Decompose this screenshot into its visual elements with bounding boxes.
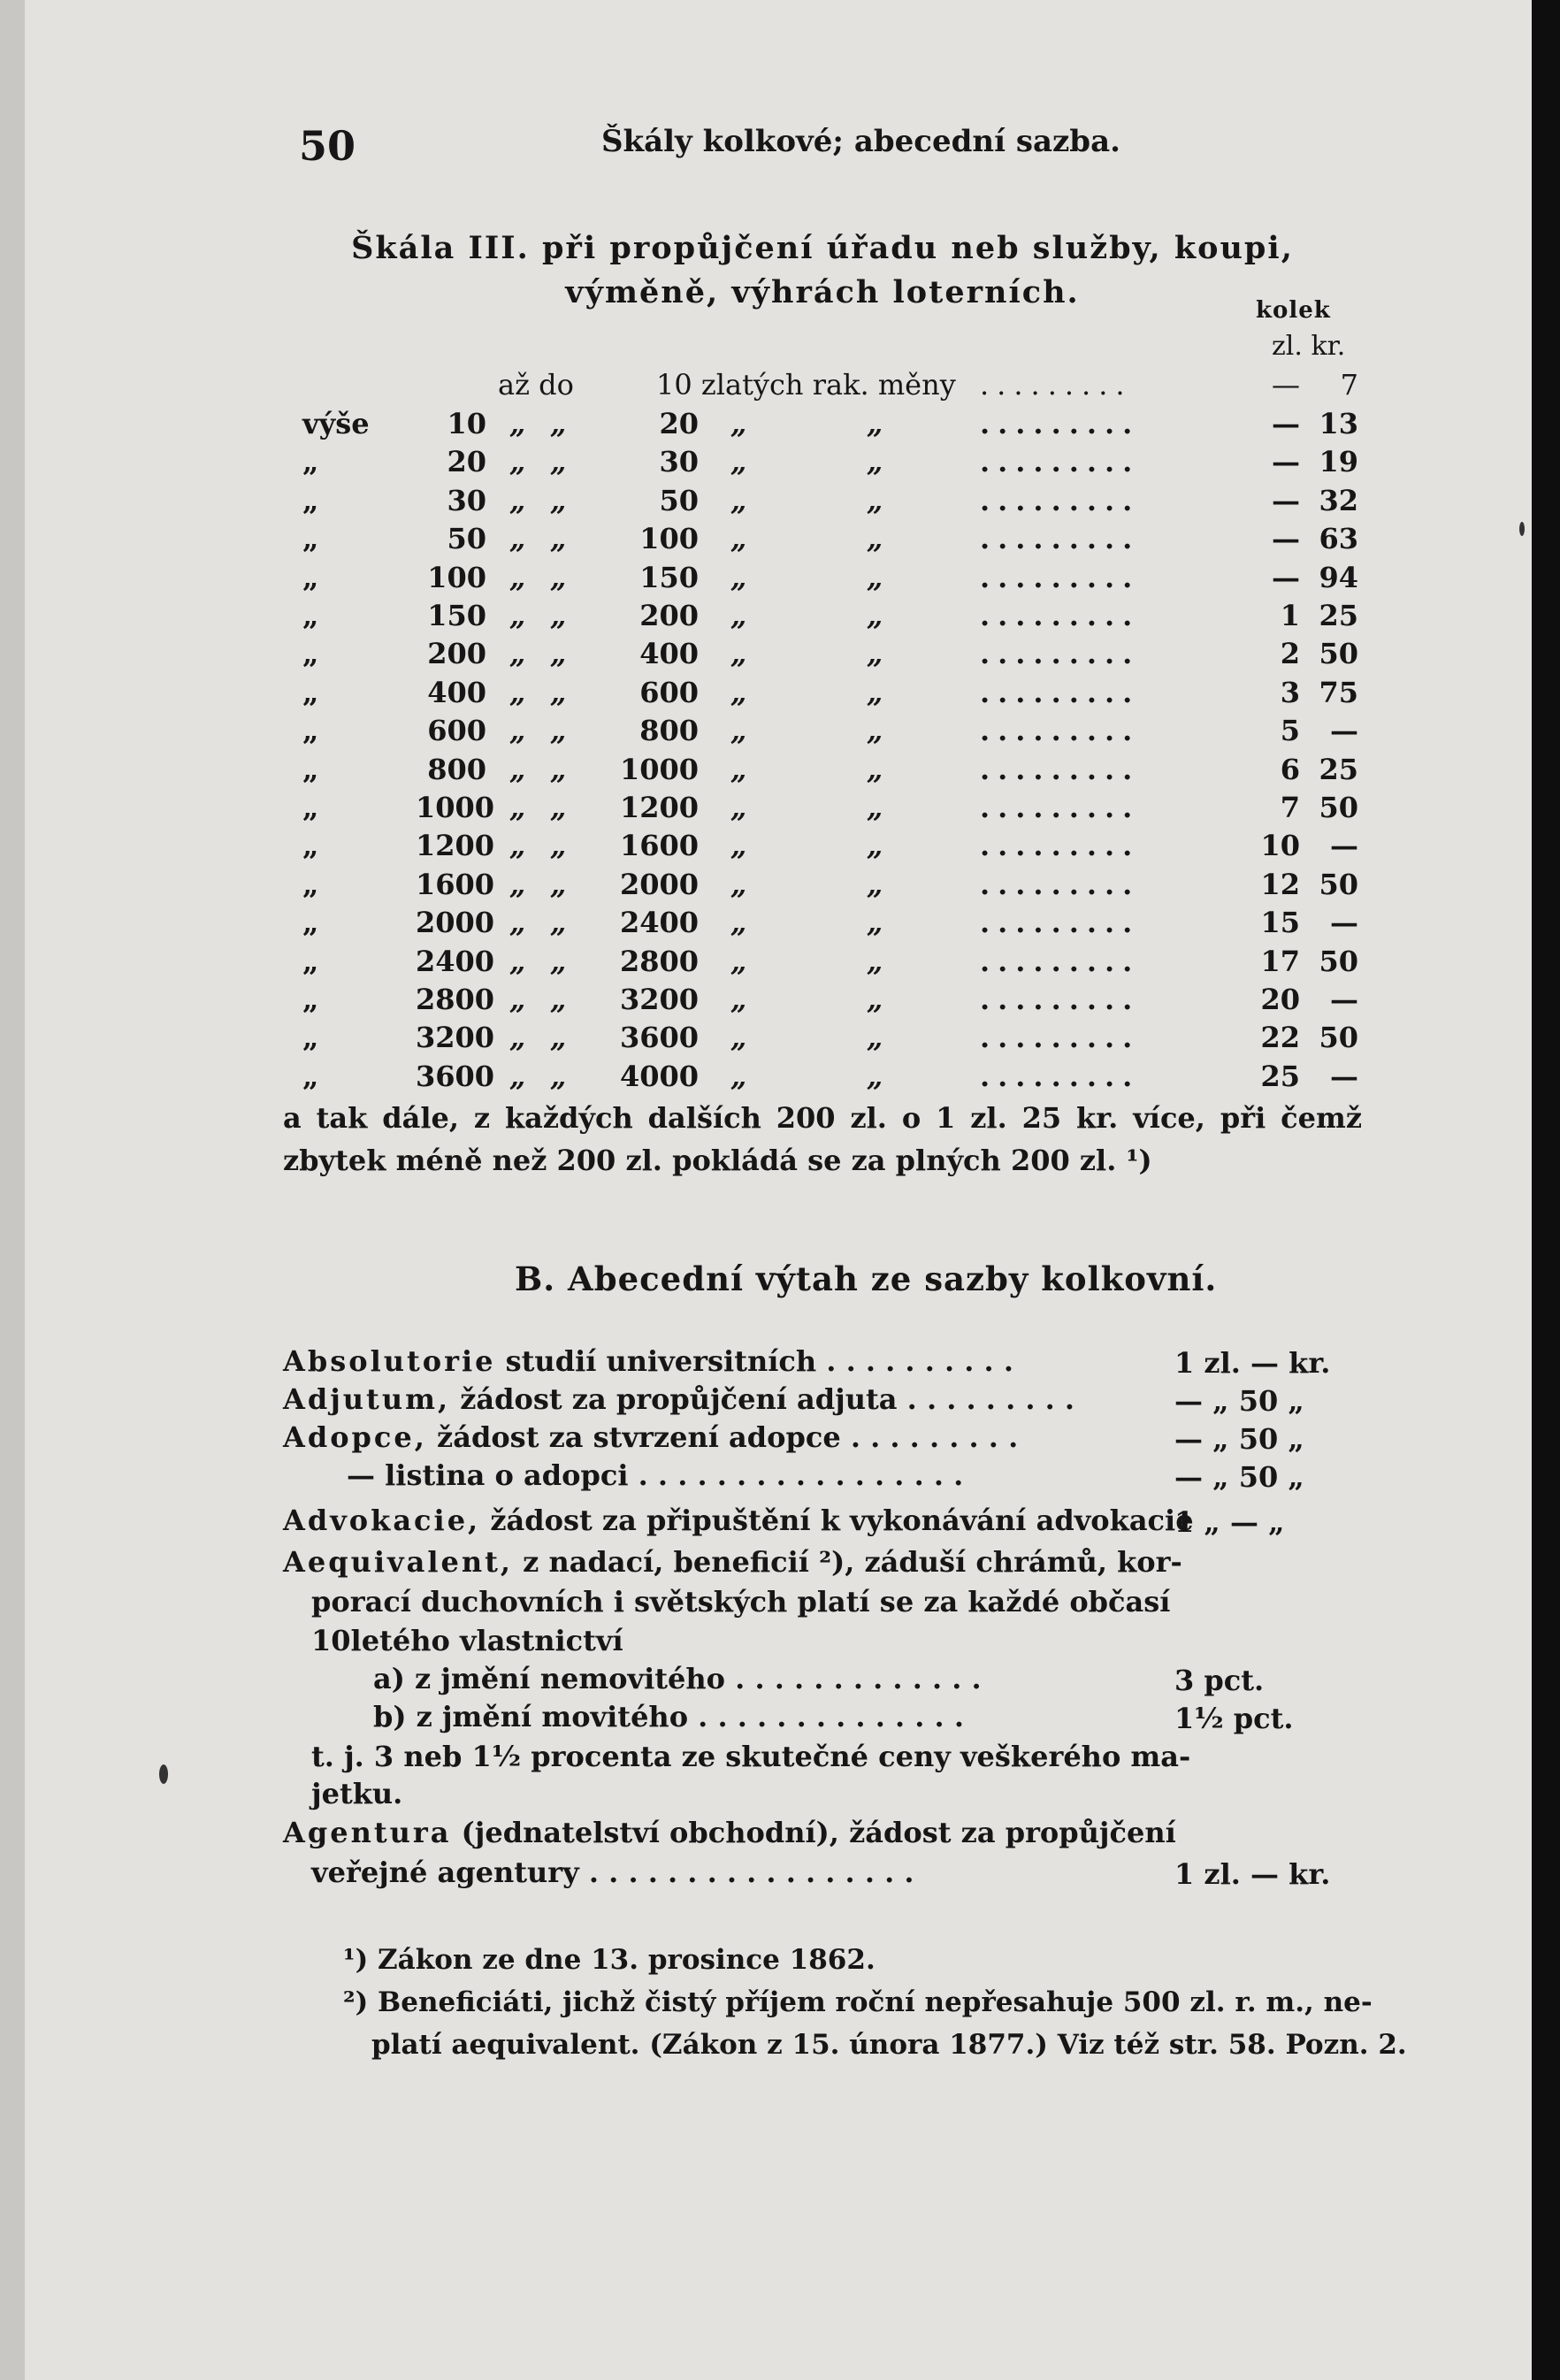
row-q1: „ — [509, 829, 526, 863]
entry-advokacie — [283, 1502, 1194, 1540]
row-q3: „ — [730, 752, 747, 786]
row-q3: „ — [730, 637, 747, 671]
row-dots: ......... — [980, 714, 1141, 748]
row-kr: 25 — [1319, 599, 1358, 632]
table-row — [0, 945, 1560, 983]
row-zl: 25 — [1260, 1059, 1300, 1093]
row-dots: ......... — [980, 791, 1141, 824]
entry-text: jetku. — [311, 1777, 403, 1810]
row-from: 20 — [447, 445, 486, 479]
row-dots: ......... — [980, 483, 1141, 517]
scan-speck — [1519, 522, 1525, 536]
row-zl: 6 — [1280, 752, 1300, 786]
row-zl: 12 — [1260, 867, 1300, 901]
table-row — [0, 868, 1560, 906]
row-lead: „ — [302, 637, 319, 671]
row-kr: — — [1330, 714, 1358, 748]
entry-keyword: Absolutorie — [283, 1344, 496, 1378]
row-lead: „ — [302, 829, 319, 863]
row-dots: ......... — [980, 829, 1141, 863]
row-to: 200 — [639, 599, 699, 632]
row-zl: — — [1272, 483, 1300, 517]
row-from: 200 — [427, 637, 486, 671]
table-row — [0, 445, 1560, 483]
row-kr: 50 — [1319, 867, 1358, 901]
entry-keyword: Agentura — [283, 1816, 452, 1849]
row-lead: „ — [302, 752, 319, 786]
row-q4: „ — [867, 752, 883, 786]
row-q2: „ — [550, 637, 567, 671]
row-q4: „ — [867, 407, 883, 440]
row-q1: „ — [509, 637, 526, 671]
row-lead: „ — [302, 867, 319, 901]
row-q4: „ — [867, 1021, 883, 1055]
table-row — [0, 407, 1560, 445]
row-lead: „ — [302, 791, 319, 824]
scan-edge — [1532, 0, 1560, 2380]
row-from: 2400 — [416, 944, 495, 978]
row-q3: „ — [730, 829, 747, 863]
entry-value: — „ 50 „ — [1174, 1422, 1304, 1456]
table-row — [0, 637, 1560, 675]
row-from: 3600 — [416, 1059, 495, 1093]
row-q4: „ — [867, 560, 883, 594]
table-row — [0, 522, 1560, 560]
row-to: 800 — [639, 714, 699, 748]
row-zl: 15 — [1260, 906, 1300, 940]
row-q1: „ — [509, 599, 526, 632]
row-q2: „ — [550, 675, 567, 709]
entry-value: 1 „ — „ — [1174, 1505, 1285, 1539]
row-to: 1600 — [619, 829, 699, 863]
row-to: 2800 — [619, 944, 699, 978]
row-q2: „ — [550, 1021, 567, 1055]
row-dots: ......... — [980, 560, 1141, 594]
row-kr: 50 — [1319, 637, 1358, 671]
row-q4: „ — [867, 483, 883, 517]
row-lead: až do — [498, 368, 574, 402]
row-lead: „ — [302, 445, 319, 479]
row-to: 2000 — [619, 867, 699, 901]
row-from: 800 — [427, 752, 486, 786]
entry-keyword: Adjutum, — [283, 1382, 451, 1416]
entry-adopce — [283, 1419, 1018, 1457]
table-row — [0, 753, 1560, 791]
column-header-zl-kr: zl. kr. — [1272, 331, 1346, 362]
row-q3: „ — [730, 675, 747, 709]
row-q1: „ — [509, 675, 526, 709]
row-kr: — — [1330, 983, 1358, 1016]
entry-text: žádost za propůjčení adjuta . . . . . . . . . — [460, 1382, 1075, 1416]
row-q3: „ — [730, 445, 747, 479]
row-to: 3200 — [619, 983, 699, 1016]
row-from: 10 — [447, 407, 486, 440]
entry-text: žádost za připuštění k vykonávání advokacie — [490, 1504, 1194, 1537]
entry-text: porací duchovních i světských platí se za každé občasí — [311, 1585, 1171, 1619]
row-zl: 7 — [1280, 791, 1300, 824]
row-from: 30 — [447, 483, 486, 517]
row-dots: ......... — [980, 983, 1141, 1016]
row-q1: „ — [509, 752, 526, 786]
row-dots: ......... — [980, 407, 1141, 440]
table-row — [0, 484, 1560, 522]
row-q2: „ — [550, 829, 567, 863]
row-from: 1200 — [416, 829, 495, 863]
row-lead: „ — [302, 944, 319, 978]
table-row — [0, 829, 1560, 867]
row-q3: „ — [730, 944, 747, 978]
row-q4: „ — [867, 675, 883, 709]
row-to: 1200 — [619, 791, 699, 824]
row-q4: „ — [867, 944, 883, 978]
row-lead: výše — [302, 407, 370, 440]
row-from: 50 — [447, 522, 486, 556]
row-q2: „ — [550, 1059, 567, 1093]
row-q4: „ — [867, 522, 883, 556]
row-kr: 7 — [1340, 368, 1358, 402]
row-to: 3600 — [619, 1021, 699, 1055]
row-q3: „ — [730, 407, 747, 440]
row-to: 20 — [659, 407, 699, 440]
entry-absolutorie — [283, 1343, 1013, 1381]
footnote-2-continued: platí aequivalent. (Zákon z 15. února 1877.) Viz též str. 58. Pozn. 2. — [371, 2029, 1407, 2061]
entry-text: — listina o adopci . . . . . . . . . . . . . . . . . — [347, 1458, 964, 1492]
row-dots: ......... — [980, 1059, 1141, 1093]
row-kr: 50 — [1319, 944, 1358, 978]
row-q1: „ — [509, 714, 526, 748]
entry-text: žádost za stvrzení adopce . . . . . . . . . — [437, 1420, 1019, 1454]
row-to: 2400 — [619, 906, 699, 940]
row-q4: „ — [867, 637, 883, 671]
row-q3: „ — [730, 599, 747, 632]
row-dots: ......... — [980, 1021, 1141, 1055]
table-row — [0, 561, 1560, 599]
row-q1: „ — [509, 445, 526, 479]
row-q2: „ — [550, 560, 567, 594]
table-row — [0, 599, 1560, 637]
entry-text: studií universitních . . . . . . . . . . — [505, 1344, 1013, 1378]
row-q4: „ — [867, 829, 883, 863]
row-lead: „ — [302, 1021, 319, 1055]
row-q1: „ — [509, 944, 526, 978]
row-zl: 1 — [1280, 599, 1300, 632]
row-kr: 25 — [1319, 752, 1358, 786]
row-q4: „ — [867, 906, 883, 940]
entry-keyword: Advokacie, — [283, 1504, 481, 1537]
row-dots: ......... — [980, 675, 1141, 709]
entry-adjutum — [283, 1381, 1074, 1419]
row-to: 10 zlatých rak. měny — [656, 368, 956, 402]
row-q2: „ — [550, 752, 567, 786]
row-dots: ......... — [980, 906, 1141, 940]
page-number: 50 — [299, 122, 356, 170]
row-dots: ......... — [980, 445, 1141, 479]
row-q3: „ — [730, 791, 747, 824]
row-q4: „ — [867, 714, 883, 748]
row-zl: — — [1272, 522, 1300, 556]
entry-value: — „ 50 „ — [1174, 1384, 1304, 1418]
footnote-2: ²) Beneficiáti, jichž čistý příjem roční nepřesahuje 500 zl. r. m., ne- — [343, 1986, 1373, 2018]
row-kr: — — [1330, 829, 1358, 863]
entry-text: veřejné agentury . . . . . . . . . . . . . . . . . — [311, 1856, 914, 1889]
row-zl: — — [1272, 407, 1300, 440]
row-q4: „ — [867, 599, 883, 632]
table-row — [0, 714, 1560, 752]
row-q3: „ — [730, 1021, 747, 1055]
row-zl: 17 — [1260, 944, 1300, 978]
entry-text: t. j. 3 neb 1½ procenta ze skutečné ceny veškerého ma- — [311, 1740, 1191, 1773]
row-q2: „ — [550, 867, 567, 901]
row-q3: „ — [730, 560, 747, 594]
row-from: 600 — [427, 714, 486, 748]
table-row — [0, 906, 1560, 944]
section-b-heading: B. Abecední výtah ze sazby kolkovní. — [515, 1259, 1218, 1298]
row-from: 3200 — [416, 1021, 495, 1055]
entry-text: 10letého vlastnictví — [311, 1624, 623, 1657]
row-lead: „ — [302, 714, 319, 748]
row-q1: „ — [509, 906, 526, 940]
row-q2: „ — [550, 983, 567, 1016]
row-zl: 5 — [1280, 714, 1300, 748]
entry-keyword: Aequivalent, — [283, 1545, 514, 1579]
row-kr: 50 — [1319, 791, 1358, 824]
entry-value: 1½ pct. — [1174, 1702, 1294, 1735]
row-q2: „ — [550, 445, 567, 479]
row-to: 150 — [639, 560, 699, 594]
entry-text: (jednatelství obchodní), žádost za propůjčení — [461, 1816, 1176, 1849]
row-q3: „ — [730, 483, 747, 517]
entry-listina — [347, 1457, 963, 1495]
row-dots: ......... — [980, 522, 1141, 556]
row-lead: „ — [302, 483, 319, 517]
table-row — [0, 1060, 1560, 1098]
row-q2: „ — [550, 522, 567, 556]
row-kr: 75 — [1319, 675, 1358, 709]
row-kr: 32 — [1319, 483, 1358, 517]
row-kr: — — [1330, 906, 1358, 940]
row-q1: „ — [509, 791, 526, 824]
row-kr: — — [1330, 1059, 1358, 1093]
row-lead: „ — [302, 599, 319, 632]
row-zl: 3 — [1280, 675, 1300, 709]
row-zl: 20 — [1260, 983, 1300, 1016]
row-q3: „ — [730, 1059, 747, 1093]
entry-value: 1 zl. — kr. — [1174, 1346, 1331, 1380]
row-q1: „ — [509, 983, 526, 1016]
row-q4: „ — [867, 983, 883, 1016]
footnote-1: ¹) Zákon ze dne 13. prosince 1862. — [343, 1944, 876, 1976]
scale-title: Škála III. při propůjčení úřadu neb služby, koupi, výměně, výhrách loterních. — [351, 230, 1294, 310]
row-q1: „ — [509, 483, 526, 517]
row-to: 400 — [639, 637, 699, 671]
row-from: 2800 — [416, 983, 495, 1016]
row-zl: 10 — [1260, 829, 1300, 863]
row-to: 4000 — [619, 1059, 699, 1093]
row-to: 30 — [659, 445, 699, 479]
entry-aequivalent-b: b) z jmění movitého . . . . . . . . . . . . . . — [373, 1700, 964, 1733]
row-to: 600 — [639, 675, 699, 709]
running-title: Škály kolkové; abecední sazba. — [601, 124, 1120, 159]
row-q1: „ — [509, 522, 526, 556]
row-from: 1000 — [416, 791, 495, 824]
row-from: 100 — [427, 560, 486, 594]
table-row — [0, 1021, 1560, 1059]
entry-agentura — [283, 1814, 1176, 1852]
table-row — [0, 791, 1560, 829]
scan-speck — [159, 1764, 168, 1784]
row-q4: „ — [867, 867, 883, 901]
row-zl: — — [1272, 368, 1300, 402]
note-paragraph: a tak dále, z každých dalších 200 zl. o 1 zl. 25 kr. více, při čemž zbytek méně než 200 zl. pokládá se za plných 200 zl. ¹) — [283, 1101, 1362, 1177]
row-q4: „ — [867, 791, 883, 824]
row-q4: „ — [867, 1059, 883, 1093]
row-q2: „ — [550, 599, 567, 632]
row-q3: „ — [730, 867, 747, 901]
row-to: 1000 — [619, 752, 699, 786]
row-q2: „ — [550, 906, 567, 940]
row-zl: — — [1272, 560, 1300, 594]
row-from: 400 — [427, 675, 486, 709]
row-zl: 2 — [1280, 637, 1300, 671]
row-dots: ......... — [980, 944, 1141, 978]
row-kr: 50 — [1319, 1021, 1358, 1055]
row-dots: ......... — [980, 867, 1141, 901]
row-from: 2000 — [416, 906, 495, 940]
row-dots: ......... — [980, 599, 1141, 632]
row-from: 1600 — [416, 867, 495, 901]
row-from: 150 — [427, 599, 486, 632]
row-dots: ......... — [980, 752, 1141, 786]
row-q3: „ — [730, 522, 747, 556]
row-q1: „ — [509, 867, 526, 901]
table-row — [0, 676, 1560, 714]
row-kr: 13 — [1319, 407, 1358, 440]
entry-text: z nadací, beneficií ²), záduší chrámů, kor- — [523, 1545, 1182, 1579]
row-q2: „ — [550, 407, 567, 440]
row-q1: „ — [509, 407, 526, 440]
row-q3: „ — [730, 983, 747, 1016]
row-kr: 19 — [1319, 445, 1358, 479]
row-q2: „ — [550, 944, 567, 978]
entry-aequivalent — [283, 1543, 1182, 1581]
entry-aequivalent-a: a) z jmění nemovitého . . . . . . . . . . . . . — [373, 1662, 982, 1695]
table-row — [0, 368, 1560, 406]
row-q3: „ — [730, 906, 747, 940]
row-dots: ......... — [980, 368, 1133, 402]
row-lead: „ — [302, 983, 319, 1016]
row-to: 100 — [639, 522, 699, 556]
entry-value: 1 zl. — kr. — [1174, 1857, 1331, 1891]
row-lead: „ — [302, 1059, 319, 1093]
row-to: 50 — [659, 483, 699, 517]
row-q1: „ — [509, 1021, 526, 1055]
row-kr: 94 — [1319, 560, 1358, 594]
row-zl: — — [1272, 445, 1300, 479]
table-row — [0, 983, 1560, 1021]
entry-value: — „ 50 „ — [1174, 1460, 1304, 1494]
row-lead: „ — [302, 906, 319, 940]
row-q4: „ — [867, 445, 883, 479]
row-zl: 22 — [1260, 1021, 1300, 1055]
entry-value: 3 pct. — [1174, 1664, 1265, 1697]
row-q2: „ — [550, 714, 567, 748]
row-q1: „ — [509, 1059, 526, 1093]
row-lead: „ — [302, 522, 319, 556]
row-lead: „ — [302, 560, 319, 594]
row-q2: „ — [550, 791, 567, 824]
row-kr: 63 — [1319, 522, 1358, 556]
column-header-kolek: kolek — [1256, 297, 1331, 324]
row-q1: „ — [509, 560, 526, 594]
row-lead: „ — [302, 675, 319, 709]
row-q3: „ — [730, 714, 747, 748]
row-q2: „ — [550, 483, 567, 517]
row-dots: ......... — [980, 637, 1141, 671]
entry-keyword: Adopce, — [283, 1420, 427, 1454]
